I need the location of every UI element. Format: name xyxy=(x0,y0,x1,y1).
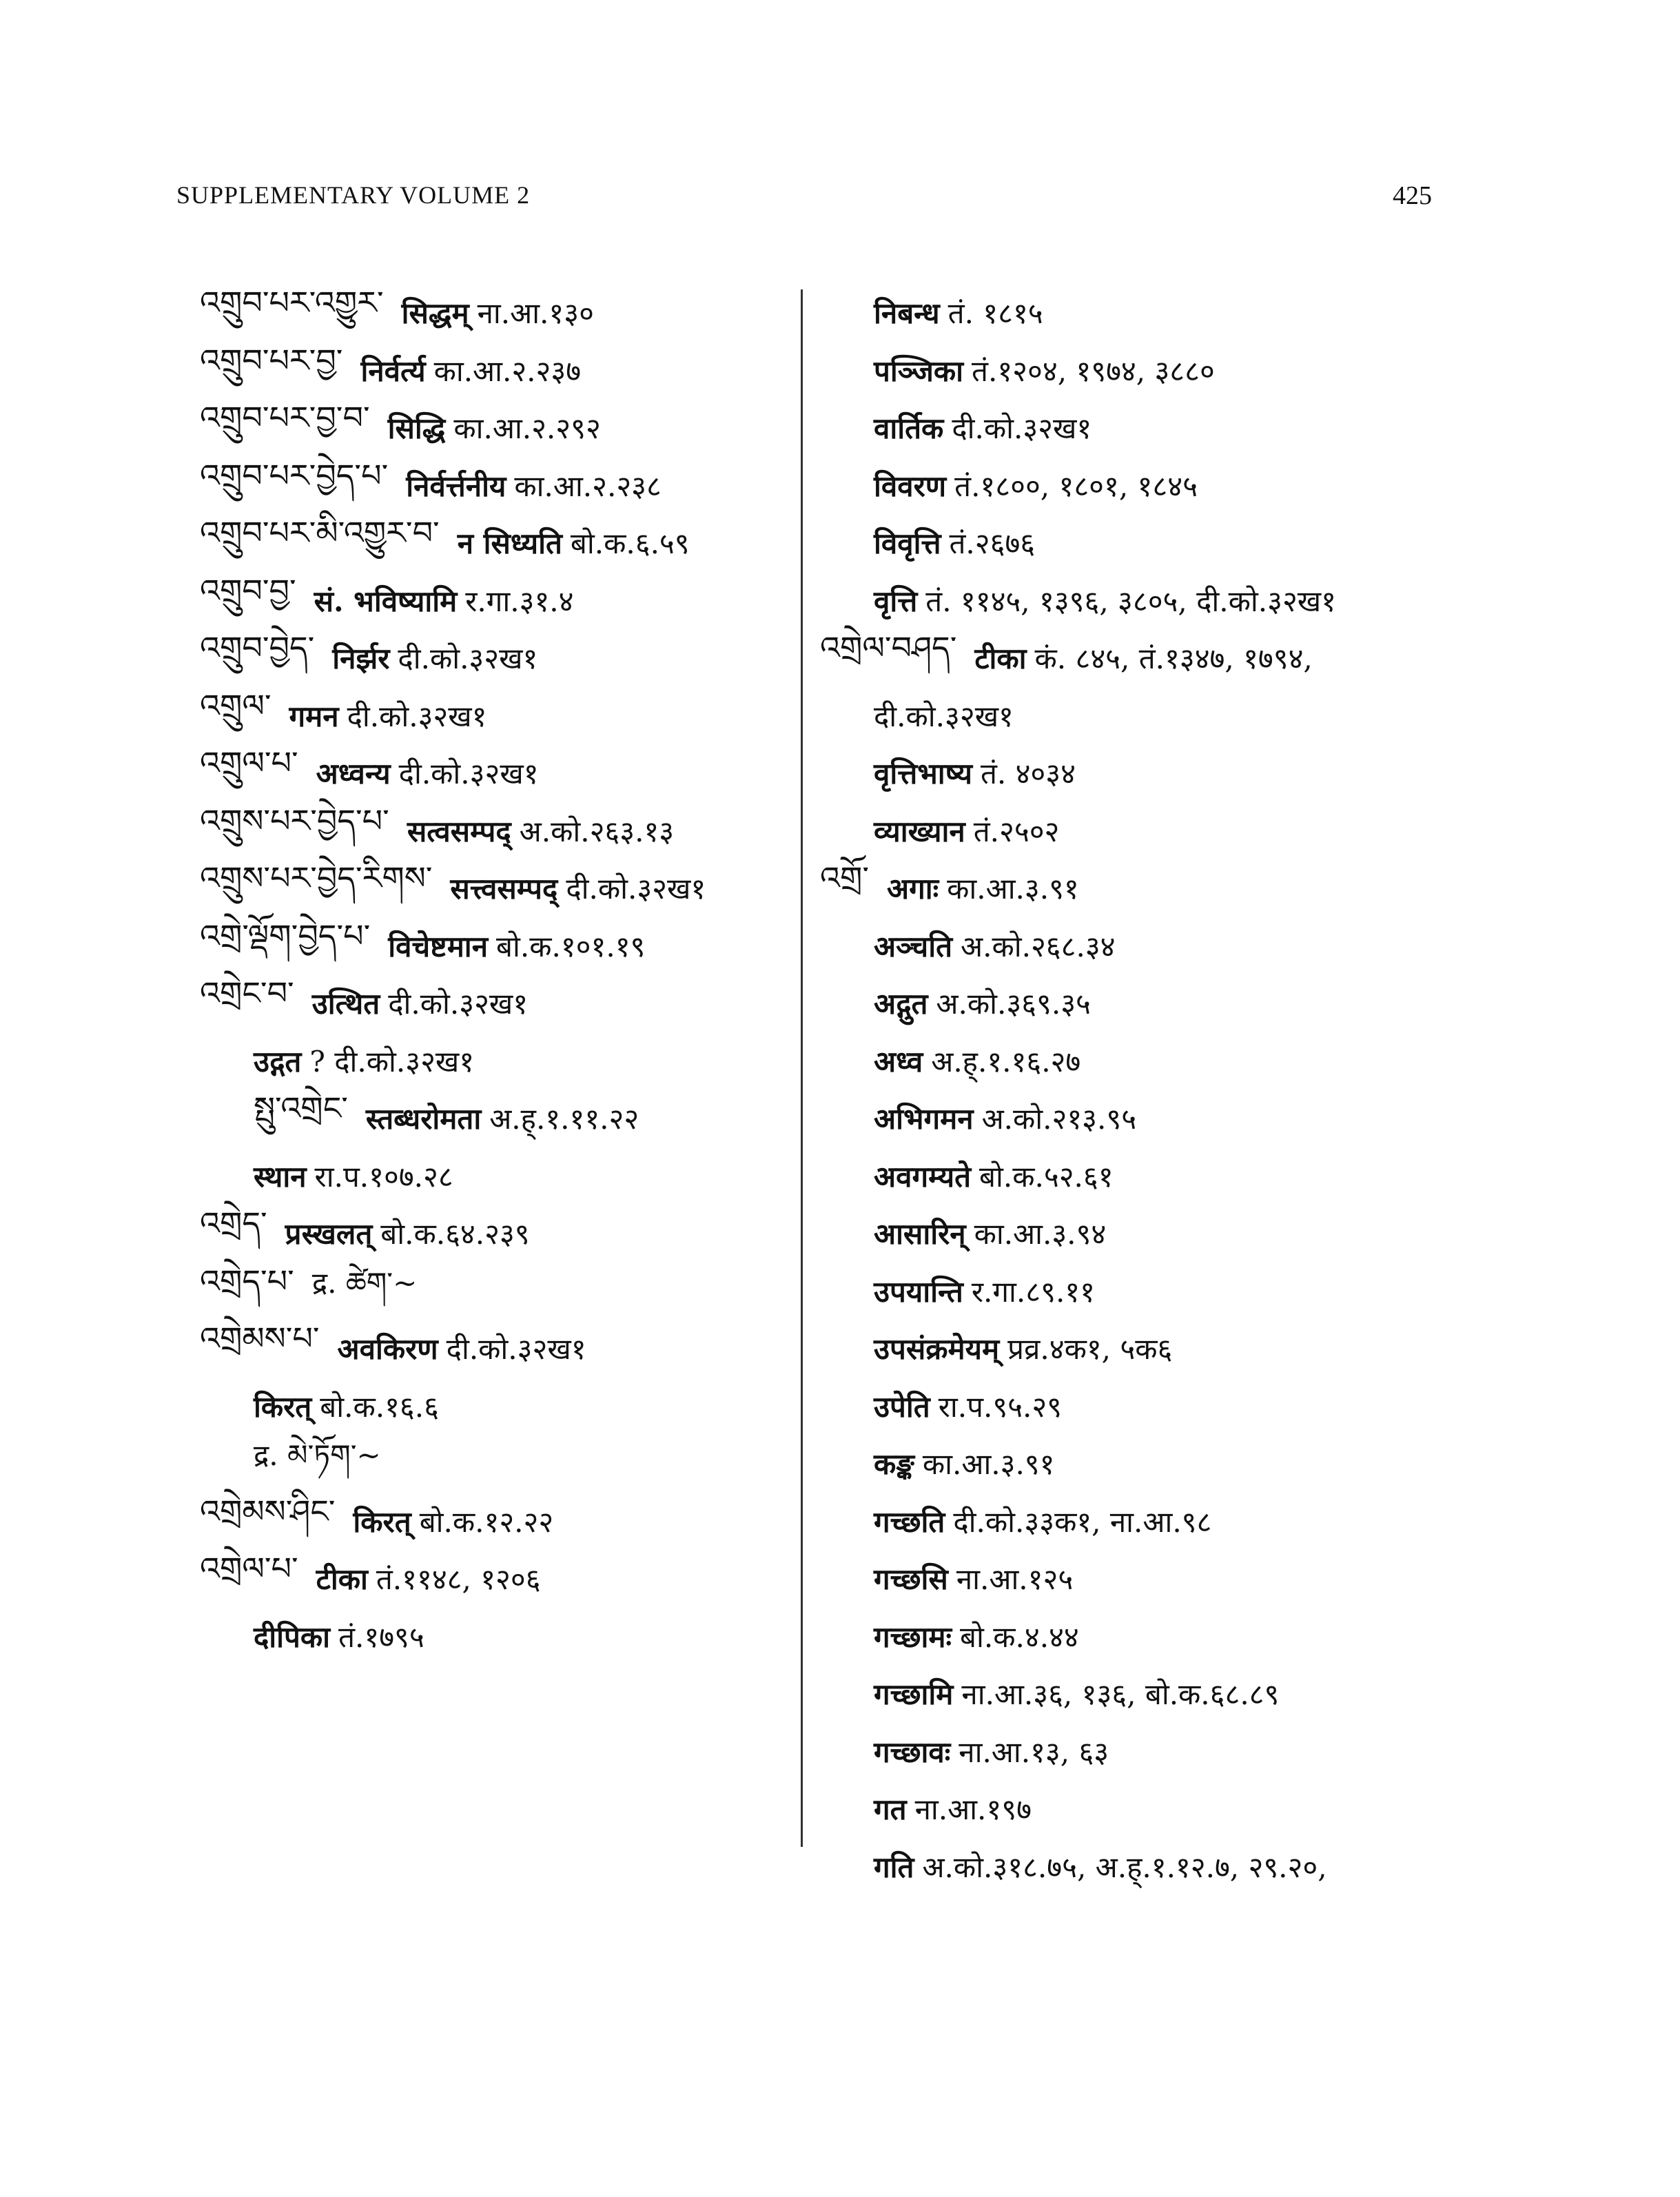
page-number: 425 xyxy=(1393,181,1432,210)
sanskrit-term: स्थान xyxy=(254,1159,307,1194)
sanskrit-term: विवृत्ति xyxy=(874,527,941,561)
dictionary-entry xyxy=(820,802,1454,860)
source-reference: बो.क.५२.६१ xyxy=(979,1159,1114,1194)
sanskrit-term: गच्छामः xyxy=(874,1619,952,1654)
source-reference: द्र. ཚེག་~ xyxy=(311,1265,418,1300)
sanskrit-term: अद्गुत xyxy=(874,987,928,1021)
tibetan-headword: འགྲུབ་བྱ་ xyxy=(200,571,296,609)
sanskrit-term: गच्छामि xyxy=(874,1677,954,1712)
sanskrit-term: उपसंक्रमेयम् xyxy=(874,1332,1000,1367)
tibetan-headword: འགྲུལ་པ་ xyxy=(200,744,298,782)
source-reference: अ.को.२१३.९५ xyxy=(981,1102,1137,1136)
tibetan-headword: འགྲེམས་ཤིང་ xyxy=(200,1492,336,1530)
sanskrit-term: गच्छसि xyxy=(874,1562,948,1597)
dictionary-entry xyxy=(820,342,1454,400)
dictionary-entry xyxy=(820,1147,1454,1205)
sanskrit-term: निर्वर्त्य xyxy=(360,354,426,388)
tibetan-headword: འགྲུལ་ xyxy=(200,686,272,724)
dictionary-entry xyxy=(200,1550,799,1608)
dictionary-entry xyxy=(200,1147,799,1205)
sanskrit-term: अवकिरण xyxy=(337,1332,438,1367)
dictionary-entry xyxy=(820,1665,1454,1723)
sanskrit-term: व्याख्यान xyxy=(874,814,965,848)
sanskrit-term: उत्थित xyxy=(311,987,380,1021)
source-reference: ना.आ.३६, १३६, बो.क.६८.८९ xyxy=(961,1677,1280,1712)
sanskrit-term: अभिगमन xyxy=(874,1102,974,1136)
source-reference: का.आ.३.९१ xyxy=(947,872,1079,906)
dictionary-entry xyxy=(820,1435,1454,1493)
dictionary-entry xyxy=(200,629,799,687)
sanskrit-term: गच्छति xyxy=(874,1504,945,1539)
source-reference: दी.को.३२ख१ xyxy=(874,699,1014,733)
source-reference: ना.आ.१९७ xyxy=(914,1792,1032,1827)
running-head: SUPPLEMENTARY VOLUME 2 xyxy=(176,181,531,209)
tibetan-headword: འགྲུབ་པར་འགྱུར་ xyxy=(200,284,384,322)
source-reference: तं. १८१५ xyxy=(947,296,1043,331)
tibetan-headword: འགྲུབ་པར་བྱེད་པ་ xyxy=(200,456,389,494)
tibetan-headword: འགྲུབ་པར་བྱ་བ་ xyxy=(200,399,370,437)
dictionary-entry xyxy=(820,1550,1454,1608)
tibetan-headword: འགྲུས་པར་བྱེད་པ་ xyxy=(200,801,389,839)
source-reference: ना.आ.१२५ xyxy=(956,1562,1074,1597)
source-reference: तं. ४०३४ xyxy=(980,757,1076,791)
dictionary-entry xyxy=(200,1608,799,1666)
source-reference: अ.को.३६९.३५ xyxy=(936,987,1091,1021)
sanskrit-term: कङ्क xyxy=(874,1447,914,1482)
source-reference: तं.२५०२ xyxy=(973,814,1060,848)
sanskrit-term: अध्वन्य xyxy=(316,757,391,791)
sanskrit-term: टीका xyxy=(974,642,1027,676)
sanskrit-term: सिद्धम् xyxy=(401,296,469,331)
source-reference: तं.१८००, १८०१, १८४५ xyxy=(954,469,1198,503)
dictionary-entry xyxy=(820,1838,1454,1896)
source-reference: द्र. མེ་ཏོག་~ xyxy=(254,1438,381,1473)
dictionary-entry xyxy=(820,1780,1454,1838)
dictionary-entry xyxy=(820,1723,1454,1781)
source-reference: ना.आ.१३, ६३ xyxy=(959,1735,1109,1769)
source-reference: का.आ.३.९४ xyxy=(974,1217,1107,1251)
sanskrit-term: विचेष्टमान xyxy=(388,929,488,963)
tibetan-headword: འགྲེ་ལྡོག་བྱེད་པ་ xyxy=(200,917,371,954)
source-reference: दी.को.३२ख१ xyxy=(446,1332,586,1367)
dictionary-entry xyxy=(820,629,1454,687)
sanskrit-term: गमन xyxy=(289,699,339,733)
dictionary-entry xyxy=(820,859,1454,917)
source-reference: तं.१७९५ xyxy=(338,1619,424,1654)
source-reference: का.आ.२.२३७ xyxy=(433,354,582,388)
sanskrit-term: वार्तिक xyxy=(874,411,944,446)
dictionary-entry xyxy=(820,1608,1454,1666)
sanskrit-term: सिद्धि xyxy=(387,411,446,446)
dictionary-entry xyxy=(820,1205,1454,1263)
dictionary-entry xyxy=(820,744,1454,802)
source-reference: का.आ.२.२९२ xyxy=(453,411,601,446)
source-reference: रा.प.१०७.२८ xyxy=(314,1159,453,1194)
sanskrit-term: उपयान्ति xyxy=(874,1274,963,1309)
source-reference: अ.ह्.१.१६.२७ xyxy=(931,1044,1081,1079)
source-reference: बो.क.१६.६ xyxy=(320,1389,439,1424)
tibetan-headword: འགྲེལ་བཤད་ xyxy=(820,629,957,667)
sanskrit-term: सत्त्वसम्पद् xyxy=(450,872,558,906)
source-reference: ना.आ.१३० xyxy=(477,296,594,331)
tibetan-headword: འགྲེད་ xyxy=(200,1205,267,1243)
sanskrit-term: अध्व xyxy=(874,1044,923,1079)
source-reference: दी.को.३२ख१ xyxy=(388,987,529,1021)
sanskrit-term: अवगम्यते xyxy=(874,1159,972,1194)
sanskrit-term: निर्वर्त्तनीय xyxy=(406,469,506,503)
dictionary-entry xyxy=(820,974,1454,1032)
source-reference: ? दी.को.३२ख१ xyxy=(309,1044,475,1079)
sanskrit-term: किरत् xyxy=(353,1504,411,1539)
tibetan-headword: འགྲེང་བ་ xyxy=(200,974,294,1012)
sanskrit-term: सं. भविष्यामि xyxy=(314,584,458,618)
sanskrit-term: उपेति xyxy=(874,1389,930,1424)
source-reference: दी.को.३२ख१ xyxy=(398,642,538,676)
source-reference: बो.क.४.४४ xyxy=(960,1619,1079,1654)
dictionary-entry xyxy=(200,974,799,1032)
source-reference: का.आ.२.२३८ xyxy=(514,469,662,503)
sanskrit-term: स्तब्धरोमता xyxy=(365,1102,482,1136)
dictionary-entry xyxy=(820,1032,1454,1090)
source-reference: अ.को.२६८.३४ xyxy=(961,929,1116,963)
page-header xyxy=(176,181,1432,222)
source-reference: तं.२६७६ xyxy=(949,527,1036,561)
source-reference: दी.को.३३क१, ना.आ.९८ xyxy=(953,1504,1212,1539)
source-reference: तं. ११४५, १३९६, ३८०५, दी.को.३२ख१ xyxy=(925,584,1336,618)
sanskrit-term: गति xyxy=(874,1850,914,1884)
left-column xyxy=(200,284,799,1665)
sanskrit-term: निबन्ध xyxy=(874,296,940,331)
tibetan-compound: སྤུ་འགྲེང་ xyxy=(254,1090,348,1127)
source-reference: कं. ८४५, तं.१३४७, १७९४, xyxy=(1034,642,1313,676)
sanskrit-term: सत्वसम्पद् xyxy=(407,814,511,848)
dictionary-entry xyxy=(200,1090,799,1147)
dictionary-entry xyxy=(820,1263,1454,1320)
sanskrit-term: विवरण xyxy=(874,469,947,503)
dictionary-entry xyxy=(820,1493,1454,1551)
source-reference: प्रव्र.४क१, ५क६ xyxy=(1007,1332,1173,1367)
sanskrit-term: अगाः xyxy=(887,872,939,906)
sanskrit-term: दीपिका xyxy=(254,1619,331,1654)
tibetan-headword: འགྲུབ་པར་བྱ་ xyxy=(200,341,343,379)
source-reference: अ.को.३१८.७५, अ.ह्.१.१२.७, २९.२०, xyxy=(922,1850,1327,1884)
sanskrit-term: उद्गत xyxy=(254,1044,302,1079)
source-reference: रा.प.९५.२९ xyxy=(938,1389,1063,1424)
tibetan-headword: འགྲེལ་པ་ xyxy=(200,1550,298,1588)
sanskrit-term: न सिध्यति xyxy=(457,527,562,561)
dictionary-entry xyxy=(820,284,1454,342)
dictionary-entry xyxy=(820,687,1454,745)
source-reference: दी.को.३२ख१ xyxy=(952,411,1092,446)
source-reference: दी.को.३२ख१ xyxy=(347,699,487,733)
source-reference: अ.ह्.१.११.२२ xyxy=(489,1102,639,1136)
dictionary-entry xyxy=(820,457,1454,515)
source-reference: का.आ.३.९१ xyxy=(922,1447,1055,1482)
sanskrit-term: वृत्तिभाष्य xyxy=(874,757,972,791)
sanskrit-term: प्रस्खलत् xyxy=(285,1217,373,1251)
sanskrit-term: टीका xyxy=(316,1562,368,1597)
tibetan-headword: འགྲེད་པ་ xyxy=(200,1262,294,1300)
dictionary-entry xyxy=(820,1090,1454,1147)
tibetan-headword: འགྲུས་པར་བྱེད་རིགས་ xyxy=(200,859,433,897)
dictionary-entry xyxy=(820,1378,1454,1435)
tibetan-headword: འགྲེམས་པ་ xyxy=(200,1320,320,1358)
source-reference: दी.को.३२ख१ xyxy=(566,872,706,906)
column-divider xyxy=(801,289,803,1847)
sanskrit-term: गत xyxy=(874,1792,907,1827)
dictionary-entry xyxy=(200,1320,799,1378)
dictionary-entry xyxy=(820,917,1454,975)
right-column xyxy=(820,284,1454,1895)
sanskrit-term: अञ्चति xyxy=(874,929,953,963)
source-reference: र.गा.८९.११ xyxy=(971,1274,1095,1309)
source-reference: बो.क.६४.२३९ xyxy=(380,1217,530,1251)
tibetan-headword: འགྲུབ་བྱེད་ xyxy=(200,629,315,667)
dictionary-entry xyxy=(820,514,1454,572)
dictionary-entry xyxy=(820,399,1454,457)
dictionary-entry xyxy=(820,1320,1454,1378)
sanskrit-term: आसारिन् xyxy=(874,1217,966,1251)
source-reference: तं.१२०४, १९७४, ३८८० xyxy=(972,354,1215,388)
tibetan-headword: འགྲུབ་པར་མི་འགྱུར་བ་ xyxy=(200,514,440,552)
sanskrit-term: वृत्ति xyxy=(874,584,918,618)
sanskrit-term: किरत् xyxy=(254,1389,312,1424)
tibetan-headword: འགྲོ་ xyxy=(820,859,870,897)
sanskrit-term: पञ्जिका xyxy=(874,354,964,388)
source-reference: दी.को.३२ख१ xyxy=(398,757,539,791)
sanskrit-term: गच्छावः xyxy=(874,1735,951,1769)
source-reference: बो.क.६.५९ xyxy=(570,527,690,561)
source-reference: अ.को.२६३.१३ xyxy=(519,814,675,848)
source-reference: र.गा.३१.४ xyxy=(465,584,574,618)
sanskrit-term: निर्झर xyxy=(332,642,390,676)
source-reference: तं.११४८, १२०६ xyxy=(376,1562,541,1597)
source-reference: बो.क.१०१.१९ xyxy=(496,929,646,963)
source-reference: बो.क.१२.२२ xyxy=(419,1504,554,1539)
